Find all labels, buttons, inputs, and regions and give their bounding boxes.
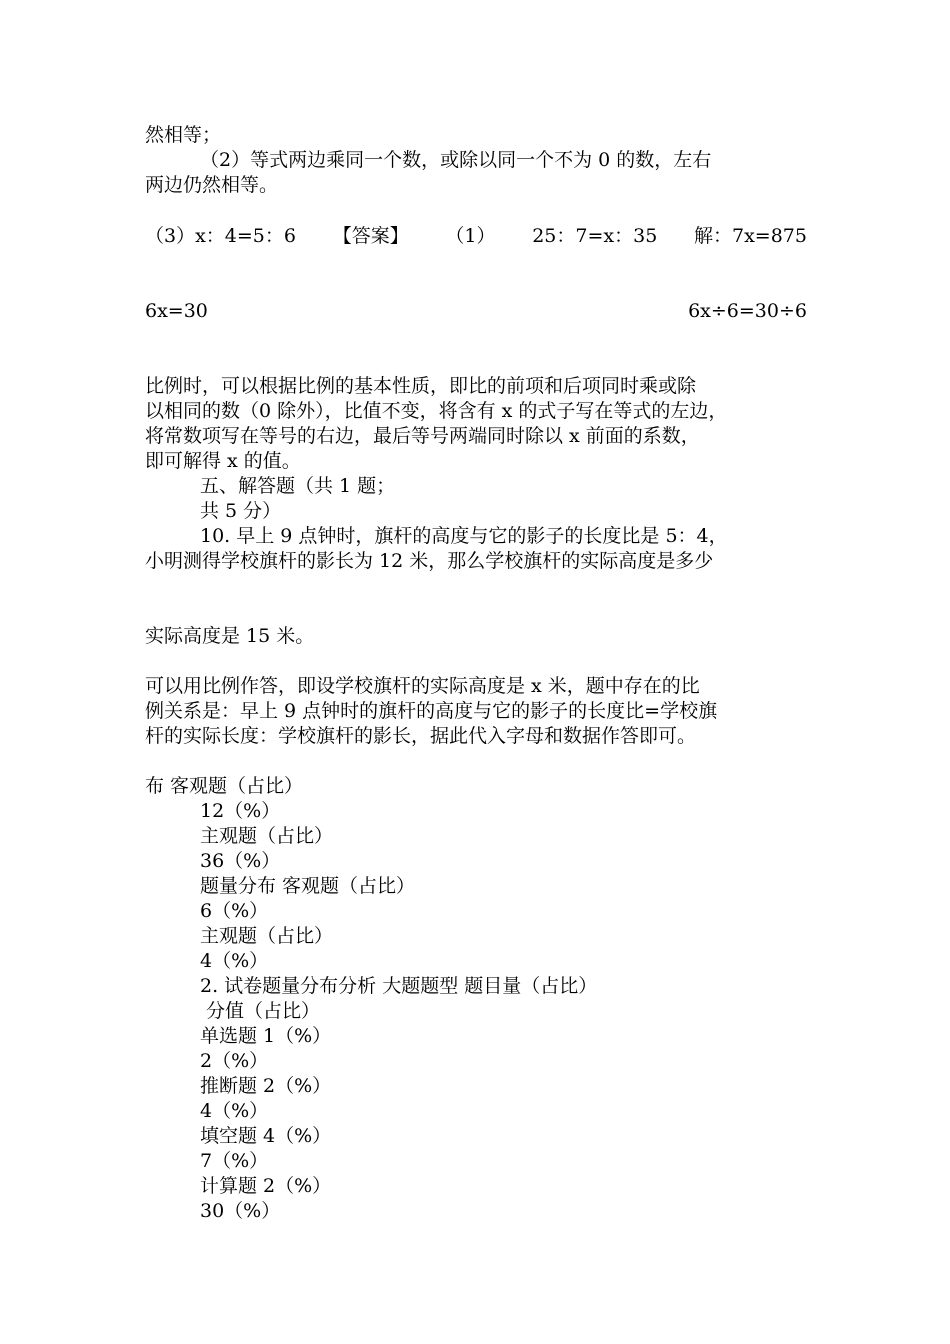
text-line: 2. 试卷题量分布分析 大题题型 题目量（占比） [200, 975, 598, 997]
text-line: 题量分布 客观题（占比） [200, 875, 416, 897]
text-line: 比例时，可以根据比例的基本性质，即比的前项和后项同时乘或除 [145, 375, 697, 397]
text-line: 计算题 2（%） [200, 1175, 332, 1197]
text-line: 4（%） [200, 1100, 269, 1122]
text-segment: 25：7=x：35 [532, 225, 658, 247]
text-line: 主观题（占比） [200, 925, 334, 947]
text-line [145, 299, 807, 324]
text-line: 可以用比例作答，即设学校旗杆的实际高度是 x 米，题中存在的比 [145, 675, 700, 697]
question-text: 小明测得学校旗杆的影长为 12 米，那么学校旗杆的实际高度是多少 [145, 550, 714, 572]
text-line: 12（%） [200, 800, 281, 822]
text-line: 以相同的数（0 除外），比值不变，将含有 x 的式子写在等式的左边， [145, 400, 728, 422]
text-line: 2（%） [200, 1050, 269, 1072]
text-line: （2）等式两边乘同一个数，或除以同一个不为 0 的数，左右 [200, 149, 712, 171]
text-line: 主观题（占比） [200, 825, 334, 847]
text-line: 即可解得 x 的值。 [145, 450, 301, 472]
text-line: 推断题 2（%） [200, 1075, 332, 1097]
section-heading: 五、解答题（共 1 题； [200, 475, 396, 497]
text-segment: （3）x：4=5：6 [145, 225, 296, 247]
text-segment: 6x÷6=30÷6 [688, 300, 807, 322]
text-line: 填空题 4（%） [200, 1125, 332, 1147]
text-line: 分值（占比） [200, 1000, 321, 1022]
text-line: 7（%） [200, 1150, 269, 1172]
question-text: 10. 早上 9 点钟时，旗杆的高度与它的影子的长度比是 5：4， [200, 525, 728, 547]
text-line: 例关系是：早上 9 点钟时的旗杆的高度与它的影子的长度比=学校旗 [145, 700, 718, 722]
text-line: 实际高度是 15 米。 [145, 625, 315, 647]
text-line: 36（%） [200, 850, 281, 872]
section-heading: 共 5 分） [200, 500, 282, 522]
answer-label: 【答案】 [332, 225, 409, 247]
text-line: 然相等； [145, 124, 222, 146]
text-line: 两边仍然相等。 [145, 174, 279, 196]
text-line: 单选题 1（%） [200, 1025, 332, 1047]
text-line: 6（%） [200, 900, 269, 922]
text-line: 杆的实际长度：学校旗杆的影长，据此代入字母和数据作答即可。 [145, 725, 697, 747]
text-line: 布 客观题（占比） [145, 775, 304, 797]
text-line: 4（%） [200, 950, 269, 972]
text-line [145, 224, 807, 249]
text-line: 将常数项写在等号的右边，最后等号两端同时除以 x 前面的系数， [145, 425, 700, 447]
text-segment: （1） [445, 225, 496, 247]
text-line: 30（%） [200, 1200, 281, 1222]
text-segment: 6x=30 [145, 300, 208, 322]
text-segment: 解：7x=875 [694, 225, 807, 247]
